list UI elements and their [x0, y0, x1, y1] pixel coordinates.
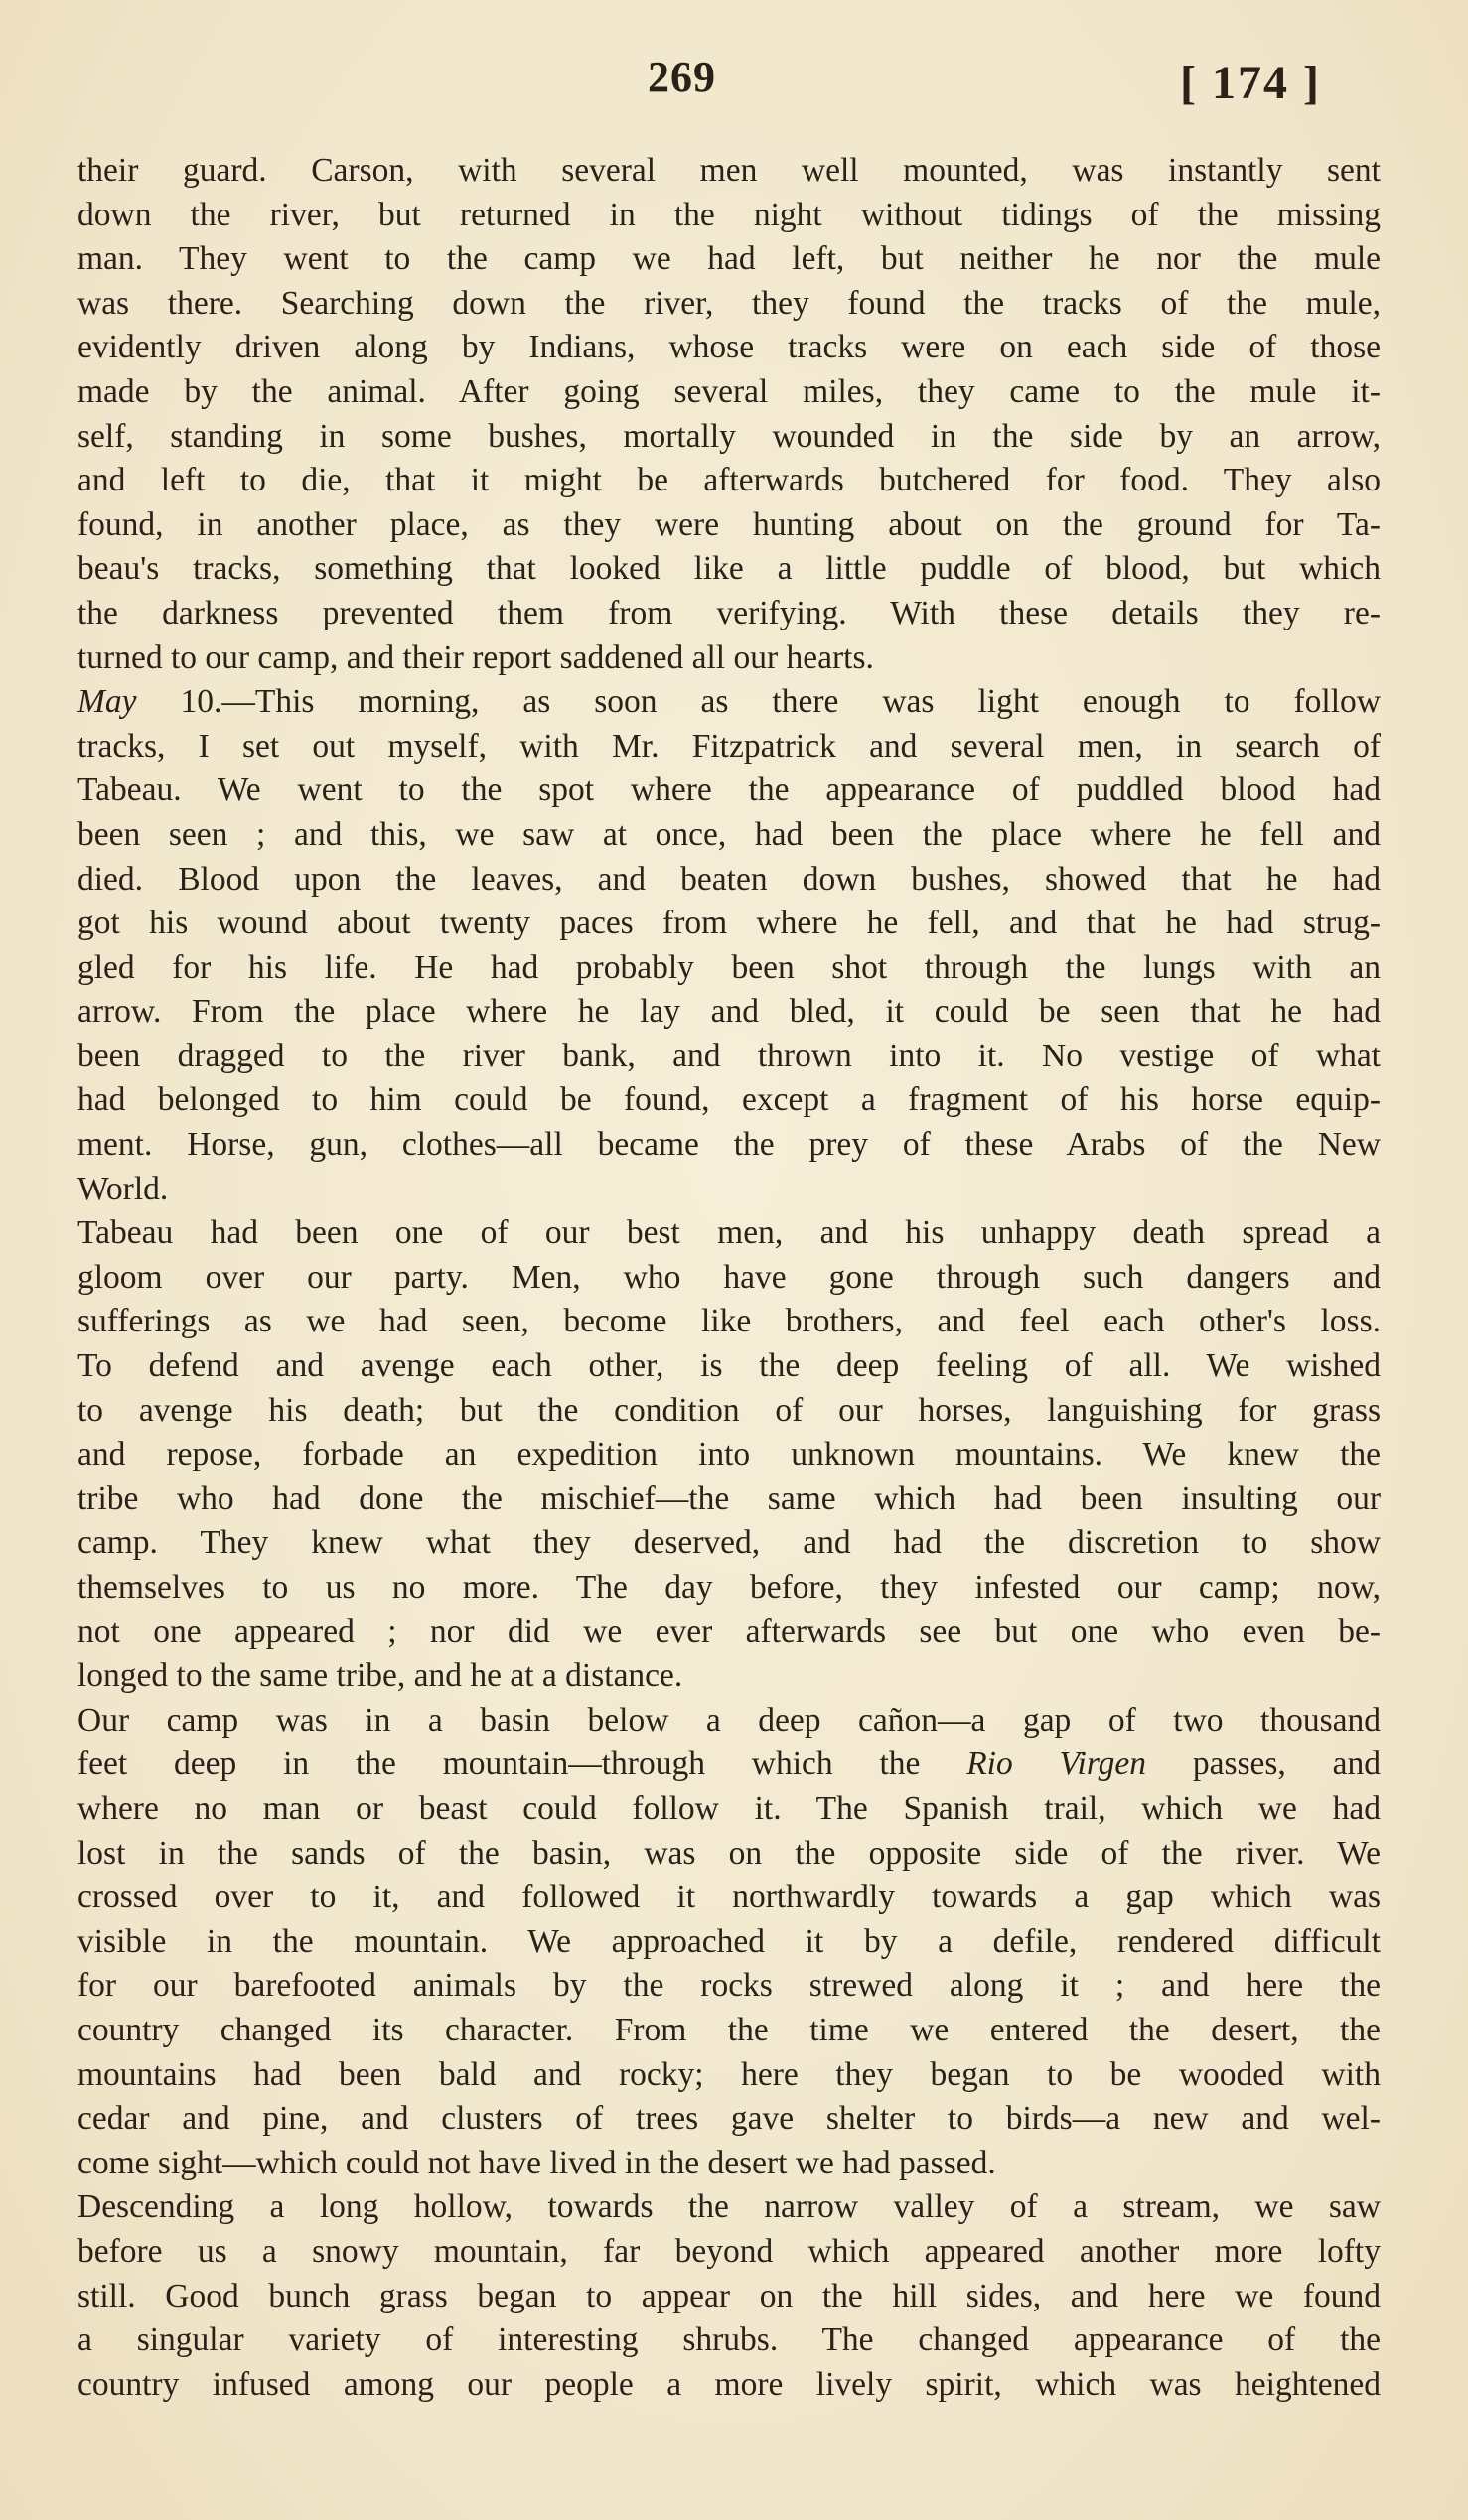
text-line: [77, 2185, 1381, 2230]
line-text: tracks, I set out myself, with Mr. Fitzpatrick and several men, in search of: [77, 727, 1381, 765]
text-line: [77, 1035, 1381, 1079]
text-line: [77, 503, 1381, 548]
line-text: Descending a long hollow, towards the narrow valley of a stream, we saw: [77, 2188, 1381, 2226]
line-text: Tabeau had been one of our best men, and his unhappy death spread a: [77, 1214, 1381, 1252]
line-text: a singular variety of interesting shrubs. The changed appearance of the: [77, 2321, 1381, 2359]
line-text-suffix: passes, and: [1146, 1746, 1381, 1783]
text-line: [77, 415, 1381, 460]
line-text: and left to die, that it might be afterwards butchered for food. They also: [77, 462, 1381, 499]
text-line: [77, 1920, 1381, 1965]
text-line: [77, 636, 1381, 681]
line-text: cedar and pine, and clusters of trees gave shelter to birds—a new and wel-: [77, 2100, 1381, 2138]
text-line: [77, 1876, 1381, 1920]
text-line: [77, 813, 1381, 858]
text-line: [77, 194, 1381, 238]
line-text: evidently driven along by Indians, whose tracks were on each side of those: [77, 329, 1381, 366]
line-text: themselves to us no more. The day before, they infested our camp; now,: [77, 1569, 1381, 1606]
line-text: the darkness prevented them from verifying. With these details they re-: [77, 594, 1381, 631]
line-text: to avenge his death; but the condition of our horses, languishing for grass: [77, 1391, 1381, 1429]
text-line: [77, 282, 1381, 327]
line-text: come sight—which could not have lived in the desert we had passed.: [77, 2144, 996, 2181]
line-text: down the river, but returned in the night without tidings of the missing: [77, 196, 1381, 233]
italic-date: May: [77, 683, 137, 721]
line-text: where no man or beast could follow it. The Spanish trail, which we had: [77, 1789, 1381, 1827]
text-line: [77, 1389, 1381, 1434]
line-text: for our barefooted animals by the rocks strewed along it ; and here the: [77, 1967, 1381, 2005]
text-line: [77, 149, 1381, 194]
text-line: [77, 1964, 1381, 2009]
line-text: died. Blood upon the leaves, and beaten down bushes, showed that he had: [77, 860, 1381, 898]
line-text: ment. Horse, gun, clothes—all became the prey of these Arabs of the New: [77, 1126, 1381, 1164]
body-text: [77, 149, 1381, 2407]
text-line: [77, 370, 1381, 415]
page-header: [0, 52, 1468, 121]
text-line: [77, 1123, 1381, 1168]
line-text: been dragged to the river bank, and thrown into it. No vestige of what: [77, 1037, 1381, 1074]
line-text: Tabeau. We went to the spot where the appearance of puddled blood had: [77, 771, 1381, 809]
text-line: [77, 1477, 1381, 1522]
line-text: tribe who had done the mischief—the same which had been insulting our: [77, 1479, 1381, 1517]
line-text: visible in the mountain. We approached it by a defile, rendered difficult: [77, 1922, 1381, 1960]
text-line: [77, 1699, 1381, 1744]
line-text: Our camp was in a basin below a deep cañon—a gap of two thousand: [77, 1701, 1381, 1739]
text-line: [77, 2363, 1381, 2408]
bracketed-page-number: [ 174 ]: [1180, 57, 1321, 109]
line-text: turned to our camp, and their report saddened all our hearts.: [77, 638, 874, 676]
text-line: [77, 2053, 1381, 2098]
text-line: [77, 2318, 1381, 2363]
text-line: [77, 2142, 1381, 2186]
line-text: feet deep in the mountain—through which the: [77, 1746, 967, 1783]
text-line: [77, 725, 1381, 770]
text-line: [77, 946, 1381, 991]
line-text: mountains had been bald and rocky; here they began to be wooded with: [77, 2055, 1381, 2093]
text-line: [77, 1168, 1381, 1212]
text-line: [77, 902, 1381, 946]
line-text: beau's tracks, something that looked like a little puddle of blood, but which: [77, 550, 1381, 588]
text-line: [77, 547, 1381, 592]
line-text: got his wound about twenty paces from where he fell, and that he had strug-: [77, 905, 1381, 942]
line-text: To defend and avenge each other, is the deep feeling of all. We wished: [77, 1347, 1381, 1385]
italic-place-name: Rio Virgen: [966, 1746, 1147, 1783]
text-line: [77, 2230, 1381, 2275]
text-line: [77, 1078, 1381, 1123]
text-line: [77, 1521, 1381, 1566]
text-line: [77, 459, 1381, 503]
line-text: gloom over our party. Men, who have gone through such dangers and: [77, 1258, 1381, 1296]
text-line: [77, 680, 1381, 725]
line-text: lost in the sands of the basin, was on the opposite side of the river. We: [77, 1834, 1381, 1872]
line-text: gled for his life. He had probably been shot through the lungs with an: [77, 948, 1381, 986]
line-text: was there. Searching down the river, they found the tracks of the mule,: [77, 284, 1381, 322]
line-text: crossed over to it, and followed it northwardly towards a gap which was: [77, 1879, 1381, 1916]
line-text: country changed its character. From the time we entered the desert, the: [77, 2011, 1381, 2048]
line-text: man. They went to the camp we had left, but neither he nor the mule: [77, 240, 1381, 278]
text-line: [77, 1344, 1381, 1389]
text-line: [77, 990, 1381, 1035]
text-line: [77, 858, 1381, 903]
line-text: World.: [77, 1170, 169, 1207]
line-text: country infused among our people a more lively spirit, which was heightened: [77, 2365, 1381, 2403]
line-text: arrow. From the place where he lay and bled, it could be seen that he had: [77, 993, 1381, 1031]
line-text: still. Good bunch grass began to appear on the hill sides, and here we found: [77, 2277, 1381, 2314]
text-line: [77, 2097, 1381, 2142]
text-line: [77, 1211, 1381, 1256]
line-text: longed to the same tribe, and he at a distance.: [77, 1657, 683, 1695]
page-number: 269: [648, 53, 716, 101]
text-line: [77, 1654, 1381, 1699]
line-text: been seen ; and this, we saw at once, had been the place where he fell and: [77, 815, 1381, 853]
text-line: [77, 1300, 1381, 1344]
text-line: [77, 326, 1381, 370]
text-line: [77, 592, 1381, 636]
line-text: found, in another place, as they were hunting about on the ground for Ta-: [77, 505, 1381, 543]
line-text: made by the animal. After going several miles, they came to the mule it-: [77, 372, 1381, 410]
line-text: 10.—This morning, as soon as there was light enough to follow: [136, 683, 1381, 721]
line-text: sufferings as we had seen, become like brothers, and feel each other's loss.: [77, 1303, 1381, 1340]
text-line: [77, 1433, 1381, 1477]
text-line: [77, 237, 1381, 282]
line-text: their guard. Carson, with several men well mounted, was instantly sent: [77, 152, 1381, 189]
line-text: self, standing in some bushes, mortally wounded in the side by an arrow,: [77, 417, 1381, 455]
line-text: not one appeared ; nor did we ever afterwards see but one who even be-: [77, 1612, 1381, 1650]
text-line: [77, 2009, 1381, 2053]
text-line: [77, 1787, 1381, 1832]
text-line: [77, 1610, 1381, 1655]
text-line: [77, 1832, 1381, 1877]
line-text: before us a snowy mountain, far beyond which appeared another more lofty: [77, 2232, 1381, 2270]
text-line: [77, 1256, 1381, 1301]
text-line: [77, 769, 1381, 813]
line-text: and repose, forbade an expedition into unknown mountains. We knew the: [77, 1436, 1381, 1473]
line-text: camp. They knew what they deserved, and had the discretion to show: [77, 1524, 1381, 1562]
text-line: [77, 1566, 1381, 1610]
text-line: [77, 1743, 1381, 1787]
text-line: [77, 2275, 1381, 2319]
line-text: had belonged to him could be found, except a fragment of his horse equip-: [77, 1081, 1381, 1119]
